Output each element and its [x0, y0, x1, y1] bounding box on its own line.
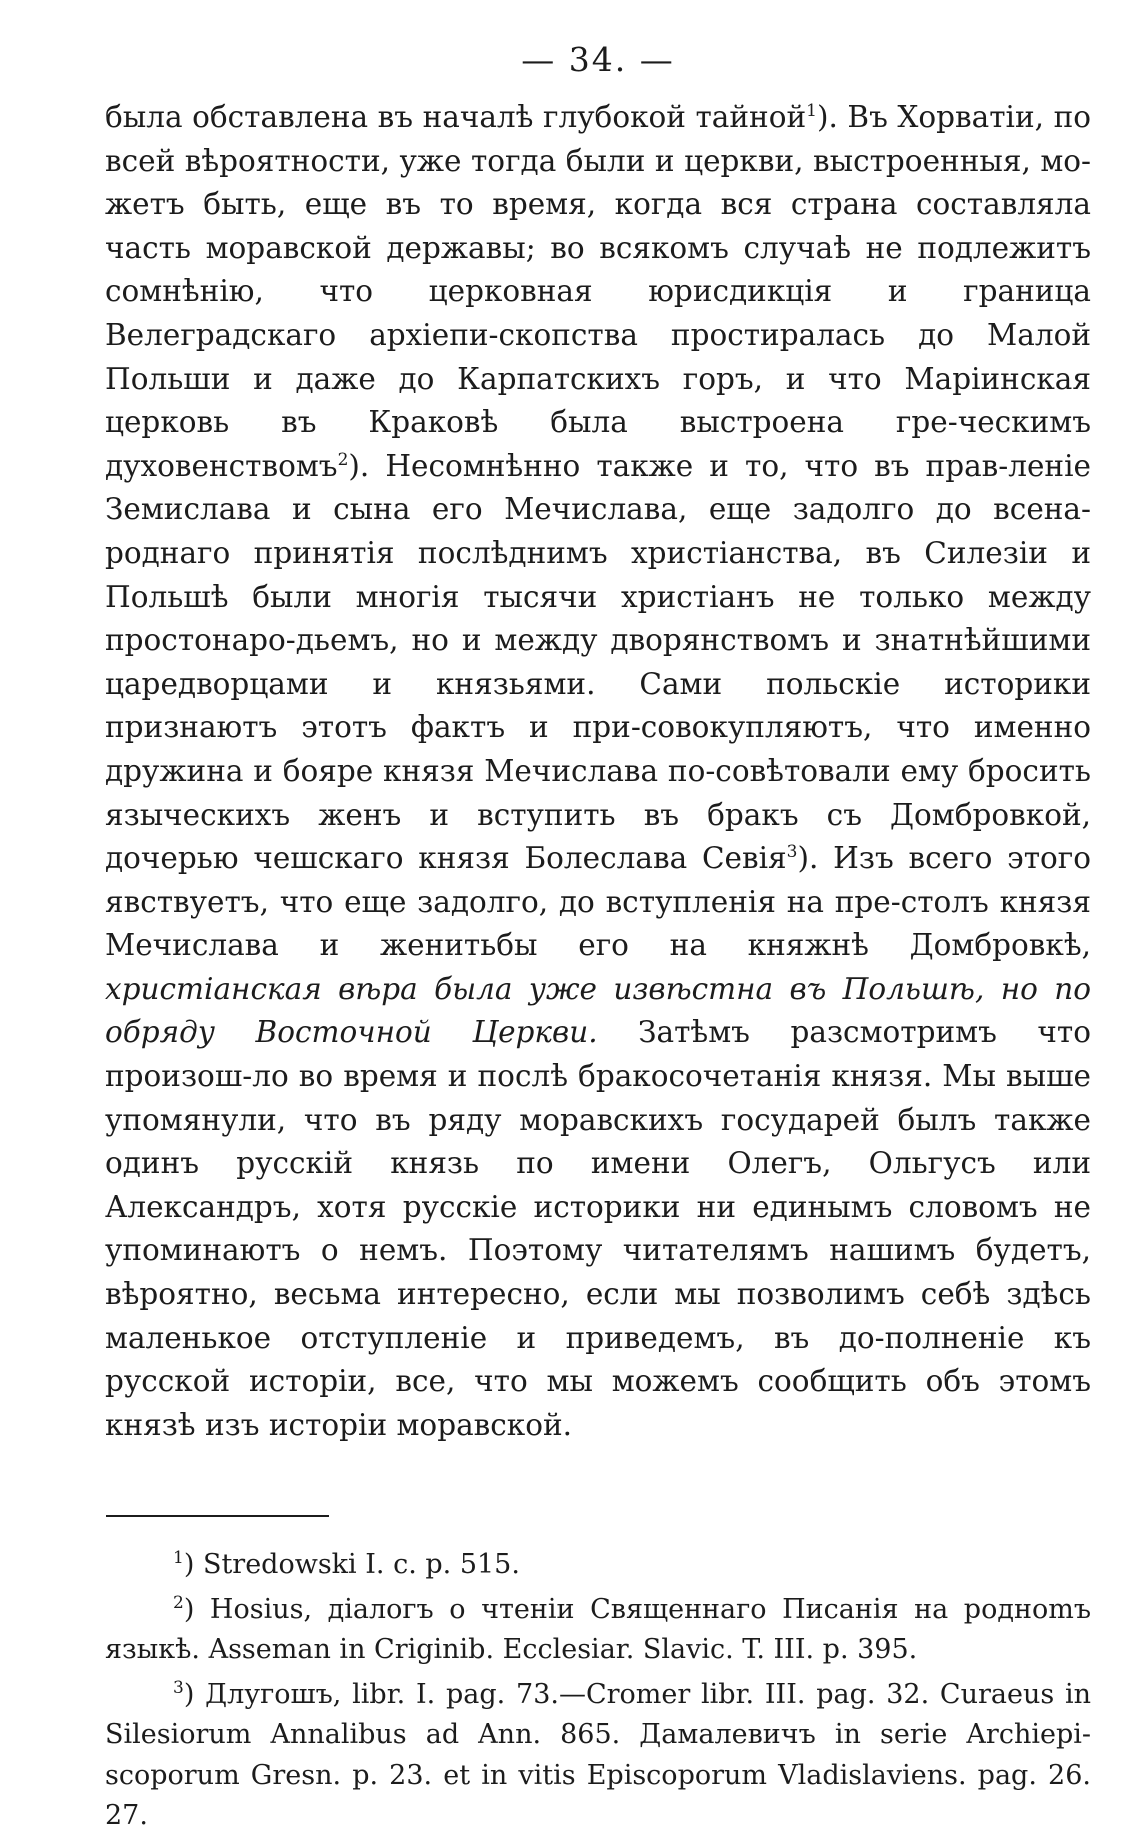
footnote-text-2: ) Hosius, діалогъ о чтеніи Священнаго Писанія на роднomъ языкѣ. Asseman in Criginib. Ecclesiar. Slavic. T. III. p. 395.: [105, 1593, 1091, 1666]
footnotes: [105, 1545, 1091, 1837]
footnote-ref-3[interactable]: 3: [786, 842, 798, 863]
text-run-4: ). Изъ всего этого явствуетъ, что еще задолго, до вступленія на пре-столъ князя Мечислава и женитьбы его на княжнѣ Домбровкѣ,: [105, 841, 1091, 963]
page-content: [105, 38, 1091, 1841]
footnote-1: [105, 1545, 1091, 1586]
footnote-text-3: ) Длугошъ, libr. I. pag. 73.—Cromer libr. III. pag. 32. Curaeus in Silesiorum Annalibus ad Ann. 865. Дамалевичъ in serie Archiepi-scoporum Gresn. p. 23. et in vitis Episcoporum Vladislaviens. pag. 26. 27.: [105, 1678, 1091, 1832]
page-number: — 34. —: [521, 40, 675, 79]
text-run-5: Затѣмъ разсмотримъ что произош-ло во время и послѣ бракосочетанія князя. Мы выше упомянули, что въ ряду моравскихъ государей былъ также одинъ русскій князь по имени Олегъ, Ольгусъ или Александръ, хотя русскіе историки ни единымъ словомъ не упоминаютъ о немъ. Поэтому читателямъ нашимъ будетъ, вѣроятно, весьма интересно, если мы позволимъ себѣ здѣсь маленькое отступленіе и приведемъ, въ до-полненіе къ русской исторіи, все, что мы можемъ сообщить объ этомъ князѣ изъ исторіи моравской.: [105, 1015, 1091, 1442]
footnote-mark-2: 2: [173, 1592, 184, 1613]
footnote-2: [105, 1590, 1091, 1671]
text-run-1: была обставлена въ началѣ глубокой тайной: [105, 100, 807, 134]
text-run-3: ). Несомнѣнно также и то, что въ прав-леніе Земислава и сына его Мечислава, еще задолго до всена-роднаго принятія послѣднимъ христіанства, въ Силезіи и Польшѣ были многія тысячи христіанъ не только между простонаро-дьемъ, но и между дворянствомъ и знатнѣйшими царедворцами и князьями. Сами польскіе историки признаютъ этотъ фактъ и при-совокупляютъ, что именно дружина и бояре князя Мечислава по-совѣтовали ему бросить языческихъ женъ и вступить въ бракъ съ Домбровкой, дочерью чешскаго князя Болеслава Севія: [105, 448, 1091, 876]
text-run-2: ). Въ Хорватіи, по всей вѣроятности, уже тогда были и церкви, выстроенныя, мо-жетъ быть, еще въ то время, когда вся страна составляла часть моравской державы; во всякомъ случаѣ не подлежитъ сомнѣнію, что церковная юрисдикція и граница Велеградскаго архіепи-скопства простиралась до Малой Польши и даже до Карпатскихъ горъ, и что Маріинская церковь въ Краковѣ была выстроена гре-ческимъ духовенствомъ: [105, 100, 1091, 483]
footnote-text-1: ) Stredowski I. c. p. 515.: [183, 1549, 520, 1581]
footnote-3: [105, 1675, 1091, 1837]
main-paragraph: [105, 96, 1091, 1447]
italic-emphasis: христіанская вѣра была уже извѣстна въ Польшѣ, но по обряду Восточной Церкви.: [105, 971, 1091, 1050]
footnote-divider: [106, 1515, 329, 1517]
footnote-mark-3: 3: [173, 1677, 184, 1698]
footnote-ref-1[interactable]: 1: [806, 101, 817, 122]
footnote-mark-1: 1: [173, 1548, 184, 1569]
footnote-ref-2[interactable]: 2: [337, 449, 349, 470]
